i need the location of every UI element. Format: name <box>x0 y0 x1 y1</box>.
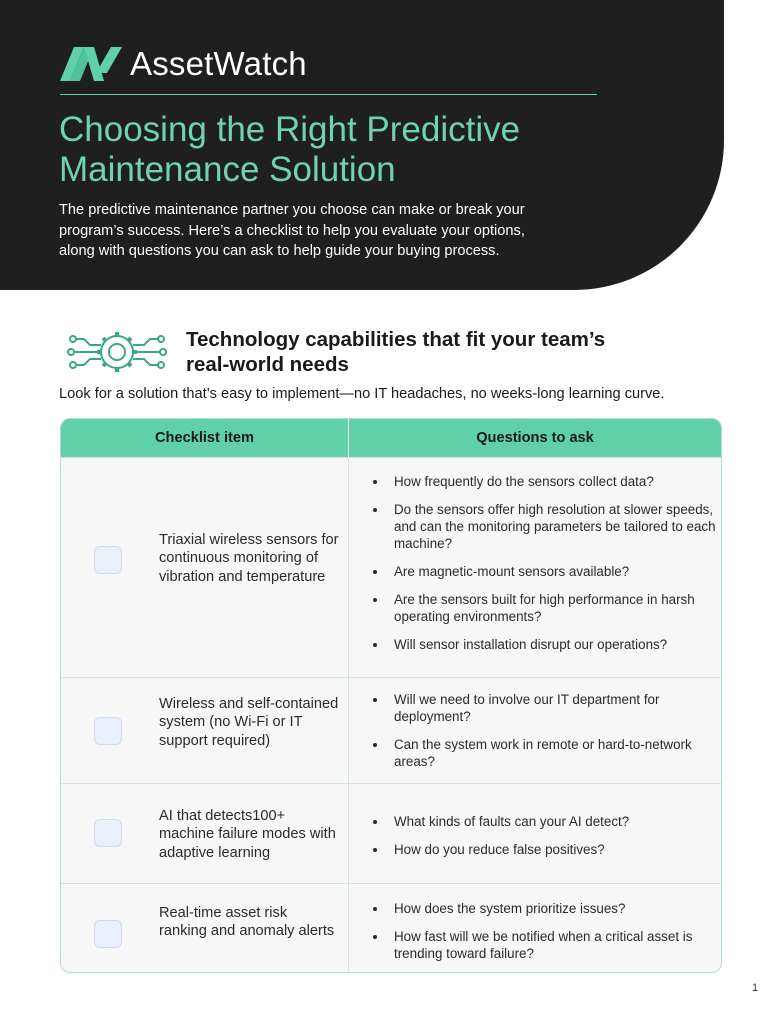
brand-logo <box>60 44 307 84</box>
intro-line-2: program’s success. Here’s a checklist to help you evaluate your options, <box>59 222 525 239</box>
question-item: How frequently do the sensors collect data? <box>359 473 719 490</box>
title-line-2: Maintenance Solution <box>59 150 396 189</box>
checklist-item-text: AI that detects100+ machine failure modes with adaptive learning <box>159 808 336 861</box>
question-item: Do the sensors offer high resolution at slower speeds, and can the monitoring parameters be tailored to each machine? <box>359 501 719 552</box>
checklist-item-text: Wireless and self-contained system (no Wi-Fi or IT support required) <box>159 696 339 749</box>
column-header-questions: Questions to ask <box>476 430 594 446</box>
question-item: Will sensor installation disrupt our operations? <box>359 636 719 653</box>
hero-banner <box>0 0 724 290</box>
intro-paragraph <box>59 200 599 262</box>
row-checkbox[interactable] <box>94 717 122 745</box>
table-row <box>61 783 721 883</box>
table-row <box>61 457 721 677</box>
checklist-table <box>60 418 722 973</box>
question-item: Are magnetic-mount sensors available? <box>359 563 719 580</box>
question-item: What kinds of faults can your AI detect? <box>359 813 719 830</box>
page-title <box>59 110 679 190</box>
brand-name: AssetWatch <box>130 45 307 82</box>
hero-divider <box>60 94 597 95</box>
page-number: 1 <box>752 982 759 994</box>
question-list <box>359 691 719 781</box>
question-item: Are the sensors built for high performance in harsh operating environments? <box>359 591 719 625</box>
row-checkbox[interactable] <box>94 546 122 574</box>
section-heading-line-1: Technology capabilities that fit your team’s <box>186 328 606 351</box>
checklist-item-text: Real-time asset risk ranking and anomaly alerts <box>159 905 335 940</box>
question-item: How do you reduce false positives? <box>359 841 719 858</box>
question-list <box>359 900 719 973</box>
column-header-checklist-item: Checklist item <box>155 430 254 446</box>
checklist-item-text: Triaxial wireless sensors for continuous monitoring of vibration and temperature <box>159 532 339 585</box>
row-checkbox[interactable] <box>94 819 122 847</box>
row-checkbox[interactable] <box>94 920 122 948</box>
intro-line-1: The predictive maintenance partner you choose can make or break your <box>59 202 525 218</box>
question-item: How fast will we be notified when a critical asset is trending toward failure? <box>359 928 719 962</box>
section-heading-line-2: real-world needs <box>186 353 349 376</box>
assetwatch-logo-icon <box>60 47 122 81</box>
table-header <box>61 419 721 457</box>
question-item: How does the system prioritize issues? <box>359 900 719 917</box>
question-list <box>359 813 719 869</box>
gear-circuit-icon <box>66 326 168 383</box>
intro-line-3: along with questions you can ask to help guide your buying process. <box>59 243 500 260</box>
table-row <box>61 677 721 783</box>
table-row <box>61 883 721 973</box>
question-item: Can the system work in remote or hard-to-network areas? <box>359 736 719 770</box>
question-item: Will we need to involve our IT department for deployment? <box>359 691 719 725</box>
section-heading <box>186 327 726 377</box>
title-line-1: Choosing the Right Predictive <box>59 110 521 149</box>
question-list <box>359 473 719 664</box>
section-subheading: Look for a solution that’s easy to implement—no IT headaches, no weeks-long learning curve. <box>59 386 665 402</box>
